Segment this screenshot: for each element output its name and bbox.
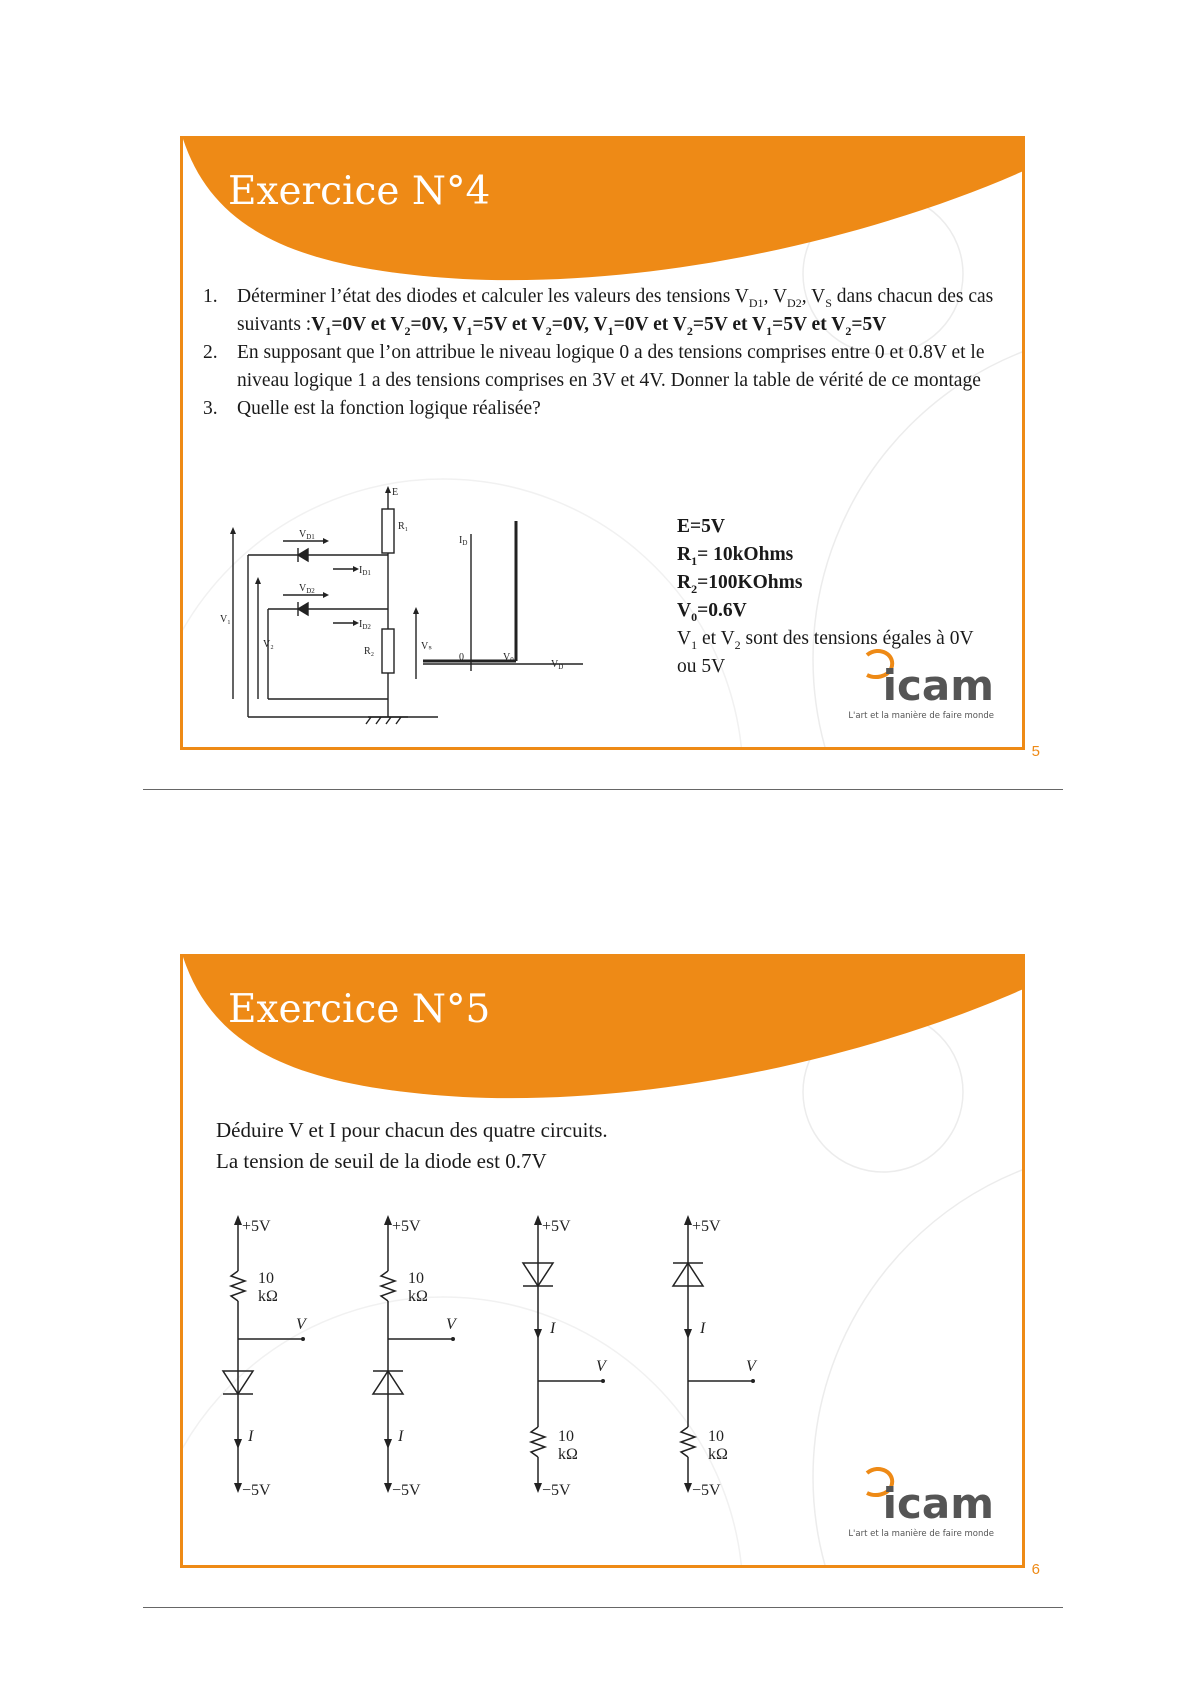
resistor-unit: kΩ — [708, 1446, 728, 1463]
page-separator — [143, 789, 1063, 790]
page-number: 6 — [1031, 1561, 1040, 1578]
label-ID1: $I_{D1}$ — [359, 565, 371, 577]
resistor-unit: kΩ — [558, 1446, 578, 1463]
subscript: 1 — [466, 323, 473, 338]
supply-bottom-label: −5V — [542, 1482, 571, 1499]
axis-label-V0: $V_0$ — [503, 652, 514, 664]
case-text: V — [311, 314, 326, 335]
page-number: 5 — [1031, 743, 1040, 760]
given-R2: $R_2=100KOhms$ — [677, 572, 803, 596]
subscript: D2 — [787, 295, 802, 310]
slide-6 — [180, 954, 1025, 1568]
resistor-value: 10 — [708, 1428, 724, 1445]
question-number: 1. — [203, 286, 218, 307]
logo-word: icam — [882, 1479, 994, 1528]
voltage-label: V — [746, 1358, 756, 1375]
question-text: En supposant que l’on attribue le niveau logique 0 a des tensions comprises entre 0 et 0.8V et le niveau logique 1 a des tensions comprises en 3V et 4V. Donner la table de vérité de ce montage — [237, 342, 985, 391]
icam-logo — [834, 1465, 994, 1545]
given-E: E=5V — [677, 516, 725, 537]
intro-line: Déduire V et I pour chacun des quatre circuits. — [216, 1118, 608, 1142]
subscript: 2 — [545, 323, 552, 338]
subscript: D1 — [748, 295, 764, 310]
case-text: =0V, — [410, 314, 453, 335]
given-R1: $R_1=$ 10kOhms — [677, 544, 794, 568]
label-E: E — [392, 487, 399, 498]
circuit-4 — [668, 1211, 788, 1511]
resistor-unit: kΩ — [258, 1288, 278, 1305]
given-note: $V_1$ et $V_2$ sont des tensions égales à 0V ou 5V — [677, 628, 974, 677]
case-text: =5V — [851, 314, 887, 335]
current-label: I — [550, 1320, 556, 1337]
question-text: , V — [763, 286, 788, 307]
circuit-1 — [218, 1211, 338, 1511]
subscript: 2 — [845, 323, 852, 338]
case-text: V — [593, 314, 608, 335]
supply-bottom-label: −5V — [692, 1482, 721, 1499]
current-label: I — [248, 1428, 254, 1445]
supply-top-label: +5V — [542, 1218, 571, 1235]
subscript: 1 — [607, 323, 614, 338]
resistor-unit: kΩ — [408, 1288, 428, 1305]
case-text: V — [752, 314, 767, 335]
label-R1: R₁ — [398, 521, 409, 532]
question-text: dans chacun des cas suivants : — [237, 286, 994, 335]
label-V2: V₂ — [263, 639, 274, 650]
question-text: Quelle est la fonction logique réalisée? — [237, 398, 541, 419]
case-text: =0V, — [551, 314, 594, 335]
axis-label-ID: $I_D$ — [459, 535, 468, 547]
voltage-label: V — [296, 1316, 306, 1333]
circuit-2 — [368, 1211, 488, 1511]
case-text: =0V et V — [613, 314, 687, 335]
question-text: Déterminer l’état des diodes et calculer les valeurs des tensions V — [237, 286, 749, 307]
case-text: =5V et V — [472, 314, 546, 335]
label-VD2: $V_{D2}$ — [299, 583, 315, 595]
supply-top-label: +5V — [242, 1218, 271, 1235]
slide-5 — [180, 136, 1025, 750]
question-number: 2. — [203, 342, 218, 363]
label-V1: V₁ — [220, 614, 231, 625]
subscript: S — [825, 295, 832, 310]
label-Vs: Vₛ — [421, 641, 432, 652]
case-text: =5V et V — [772, 314, 846, 335]
supply-bottom-label: −5V — [242, 1482, 271, 1499]
label-VD1: $V_{D1}$ — [299, 529, 315, 541]
subscript: 2 — [686, 323, 693, 338]
label-ID2: $I_{D2}$ — [359, 619, 371, 631]
icam-logo — [834, 647, 994, 727]
logo-tagline: L'art et la manière de faire monde — [848, 1529, 994, 1539]
intro-line: La tension de seuil de la diode est 0.7V — [216, 1149, 547, 1173]
question-text: , V — [801, 286, 826, 307]
resistor-value: 10 — [558, 1428, 574, 1445]
given-V0: $V_0=0.6V$ — [677, 600, 747, 624]
logo-word: icam — [882, 661, 994, 710]
subscript: 2 — [404, 323, 411, 338]
logo-tagline: L'art et la manière de faire monde — [848, 711, 994, 721]
case-text: V — [452, 314, 467, 335]
subscript: 1 — [325, 323, 332, 338]
supply-top-label: +5V — [692, 1218, 721, 1235]
subscript: 1 — [766, 323, 773, 338]
supply-bottom-label: −5V — [392, 1482, 421, 1499]
question-number: 3. — [203, 398, 218, 419]
voltage-label: V — [446, 1316, 456, 1333]
page-separator — [143, 1607, 1063, 1608]
axis-label-VD: $V_D$ — [551, 659, 564, 671]
supply-top-label: +5V — [392, 1218, 421, 1235]
circuit-3 — [518, 1211, 638, 1511]
voltage-label: V — [596, 1358, 606, 1375]
resistor-value: 10 — [258, 1270, 274, 1287]
slide-title: Exercice N°4 — [228, 169, 491, 214]
resistor-value: 10 — [408, 1270, 424, 1287]
current-label: I — [398, 1428, 404, 1445]
axis-label-zero: 0 — [459, 652, 464, 663]
slide-title: Exercice N°5 — [228, 987, 491, 1032]
label-R2: R₂ — [364, 646, 375, 657]
current-label: I — [700, 1320, 706, 1337]
case-text: =0V et V — [331, 314, 405, 335]
case-text: =5V et — [692, 314, 752, 335]
exercise-intro — [216, 1115, 608, 1177]
